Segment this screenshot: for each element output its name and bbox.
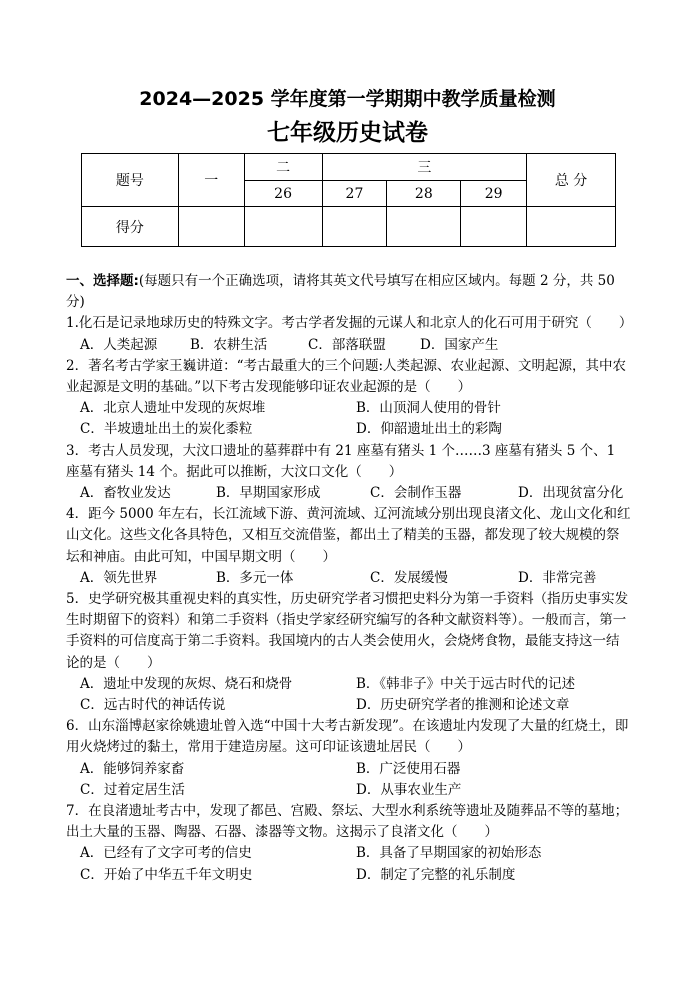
option: B．山顶洞人使用的骨针 — [356, 400, 501, 417]
option: C．过着定居生活 — [80, 781, 185, 798]
exam-subtitle: 七年级历史试卷 — [267, 120, 428, 146]
question-options — [66, 759, 632, 780]
option: D．制定了完整的礼乐制度 — [356, 866, 516, 883]
option: D．从事农业生产 — [356, 781, 462, 798]
option: D．出现贫富分化 — [518, 485, 624, 502]
option: C．部落联盟 — [308, 336, 386, 353]
question-stem: 3．考古人员发现，大汶口遗址的墓葬群中有 21 座墓有猪头 1 个……3 座墓有猪头 5 个、1 座墓有猪头 14 个。据此可以推断，大汶口文化（ ） — [66, 442, 616, 480]
question-options — [66, 568, 632, 589]
option: C．会制作玉器 — [370, 485, 462, 502]
score-cell-q29 — [461, 207, 527, 247]
option: C．远古时代的神话传说 — [80, 697, 226, 714]
option: C．开始了中华五千年文明史 — [80, 866, 253, 883]
score-cell-q26 — [244, 207, 322, 247]
option: D．历史研究学者的推测和论述文章 — [356, 697, 570, 714]
question-options — [66, 865, 632, 886]
question-options — [66, 483, 632, 504]
score-cell-q27 — [322, 207, 387, 247]
question-options — [66, 398, 632, 419]
question-stem: 5．史学研究极其重视史料的真实性，历史研究学者习惯把史料分为第一手资料（指历史事实发生时期留下的资料）和第二手资料（指史学家经研究编写的各种文献资料等）。一般而言，第一手资料的可信度高于第二手资料。我国境内的古人类会使用火，会烧烤食物，最能支持这一结论的是（ ） — [66, 591, 629, 671]
question-options — [66, 843, 632, 864]
question-options — [66, 419, 632, 440]
option: D．非常完善 — [518, 569, 597, 586]
option: D．国家产生 — [420, 336, 499, 353]
question-stem: 2．著名考古学家王巍讲道：“考古最重大的三个问题:人类起源、农业起源、文明起源，其中农业起源是文明的基础。”以下考古发现能够印证农业起源的是（ ） — [66, 357, 627, 396]
question-stem: 6．山东淄博赵家徐姚遗址曾入选“中国十大考古新发现”。在该遗址内发现了大量的红烧土，即用火烧烤过的黏土，常用于建造房屋。这可印证该遗址居民（ ） — [66, 718, 629, 756]
question-stem: 1.化石是记录地球历史的特殊文字。考古学者发掘的元谋人和北京人的化石可用于研究（ ） — [66, 315, 633, 332]
option: A．能够饲养家畜 — [80, 760, 185, 777]
question-options — [66, 695, 632, 716]
option: B．多元一体 — [216, 569, 294, 586]
question-area — [66, 271, 632, 886]
exam-title: 2024—2025 学年度第一学期期中教学质量检测 — [139, 88, 556, 110]
option: B．广泛使用石器 — [356, 760, 461, 777]
score-cell-total — [527, 207, 616, 247]
header-cell-q26: 26 — [244, 181, 322, 207]
section-instruction: (每题只有一个正确选项，请将其英文代号填写在相应区域内。每题 2 分，共 50 分) — [66, 273, 615, 311]
option: A．遗址中发现的灰烬、烧石和烧骨 — [80, 675, 293, 692]
option: B．早期国家形成 — [216, 485, 321, 502]
question-stem: 7．在良渚遗址考古中，发现了都邑、宫殿、祭坛、大型水利系统等遗址及随葬品不等的墓地；出土大量的玉器、陶器、石器、漆器等文物。这揭示了良渚文化（ ） — [66, 803, 629, 841]
header-cell-part-one: 一 — [178, 154, 244, 207]
question-options — [66, 674, 632, 695]
header-cell-q27: 27 — [322, 181, 387, 207]
option: C．发展缓慢 — [370, 569, 448, 586]
option: B．农耕生活 — [190, 336, 268, 353]
option: B．《韩非子》中关于远古时代的记述 — [356, 675, 576, 692]
score-cell-q28 — [387, 207, 461, 247]
option: A．人类起源 — [80, 336, 158, 353]
option: A．已经有了文字可考的信史 — [80, 845, 252, 862]
section-title: 一、选择题: — [66, 273, 139, 289]
header-cell-question-no: 题号 — [82, 154, 179, 207]
question-options — [66, 780, 632, 801]
header-cell-q29: 29 — [461, 181, 527, 207]
header-cell-total: 总 分 — [527, 154, 616, 207]
section-heading — [66, 271, 632, 313]
option: A．领先世界 — [80, 569, 158, 586]
option: A．北京人遗址中发现的灰烬堆 — [80, 400, 266, 417]
question-options — [66, 335, 632, 356]
score-table — [81, 153, 616, 247]
score-cell-part-one — [178, 207, 244, 247]
header-cell-q28: 28 — [387, 181, 461, 207]
option: B．具备了早期国家的初始形态 — [356, 845, 542, 862]
header-cell-part-two: 二 — [244, 154, 322, 181]
question-stem: 4．距今 5000 年左右，长江流域下游、黄河流域、辽河流域分别出现良渚文化、龙山文化和红山文化。这些文化各具特色，又相互交流借鉴，都出土了精美的玉器，都发现了较大规模的祭坛和神庙。由此可知，中国早期文明（ ） — [66, 506, 631, 565]
score-row-label: 得分 — [82, 207, 179, 247]
header-cell-part-three: 三 — [322, 154, 527, 181]
option: D．仰韶遗址出土的彩陶 — [356, 421, 502, 438]
option: A．畜牧业发达 — [80, 485, 171, 502]
option: C．半坡遗址出土的炭化黍粒 — [80, 421, 253, 438]
